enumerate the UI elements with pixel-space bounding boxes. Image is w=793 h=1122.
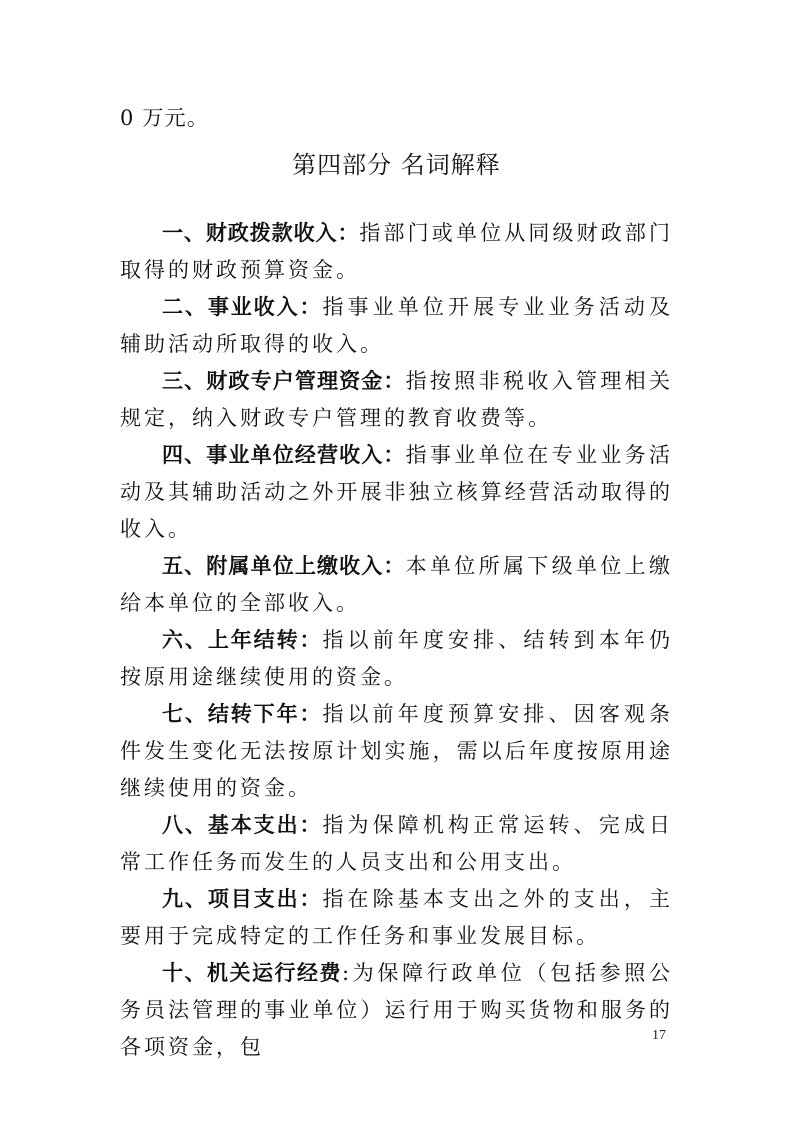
term-paragraph [120, 437, 673, 548]
term-label: 二、事业收入： [162, 295, 323, 319]
term-label: 三、财政专户管理资金： [162, 369, 406, 393]
page-content [120, 100, 673, 1066]
term-paragraph [120, 289, 673, 363]
term-label: 十、机关运行经费 [162, 961, 342, 985]
term-definition: 指以前年度预算安排、因客观条件发生变化无法按原计划实施，需以后年度按原用途继续使用的资金。 [120, 702, 673, 800]
term-definition: 本单位所属下级单位上缴给本单位的全部收入。 [120, 554, 673, 615]
term-definition: :为保障行政单位（包括参照公务员法管理的事业单位）运行用于购买货物和服务的各项资金，包 [120, 961, 673, 1059]
term-paragraph [120, 696, 673, 807]
term-label: 五、附属单位上缴收入： [162, 554, 406, 578]
term-paragraph [120, 548, 673, 622]
term-definition: 指以前年度安排、结转到本年仍按原用途继续使用的资金。 [120, 628, 673, 689]
term-paragraph [120, 881, 673, 955]
term-label: 九、项目支出： [162, 887, 323, 911]
section-title: 第四部分 名词解释 [292, 151, 501, 179]
term-definition: 指按照非税收入管理相关规定，纳入财政专户管理的教育收费等。 [120, 369, 673, 430]
term-paragraph [120, 215, 673, 289]
term-definition: 指事业单位开展专业业务活动及辅助活动所取得的收入。 [120, 295, 673, 356]
term-definition: 指在除基本支出之外的支出，主要用于完成特定的工作任务和事业发展目标。 [120, 887, 673, 948]
page-number: 17 [652, 1028, 666, 1043]
term-label: 八、基本支出： [162, 813, 323, 837]
term-definition: 指事业单位在专业业务活动及其辅助活动之外开展非独立核算经营活动取得的收入。 [120, 443, 673, 541]
term-label: 六、上年结转： [162, 628, 323, 652]
term-definition: 指部门或单位从同级财政部门取得的财政预算资金。 [120, 221, 674, 282]
continued-text-line: 0 万元。 [120, 106, 210, 130]
term-label: 四、事业单位经营收入： [162, 443, 406, 467]
term-paragraph [120, 363, 673, 437]
term-paragraph [120, 622, 673, 696]
term-paragraph [120, 955, 673, 1066]
term-label: 一、财政拨款收入： [162, 221, 360, 245]
term-label: 七、结转下年： [162, 702, 323, 726]
term-definition: 指为保障机构正常运转、完成日常工作任务而发生的人员支出和公用支出。 [120, 813, 673, 874]
term-paragraph [120, 807, 673, 881]
